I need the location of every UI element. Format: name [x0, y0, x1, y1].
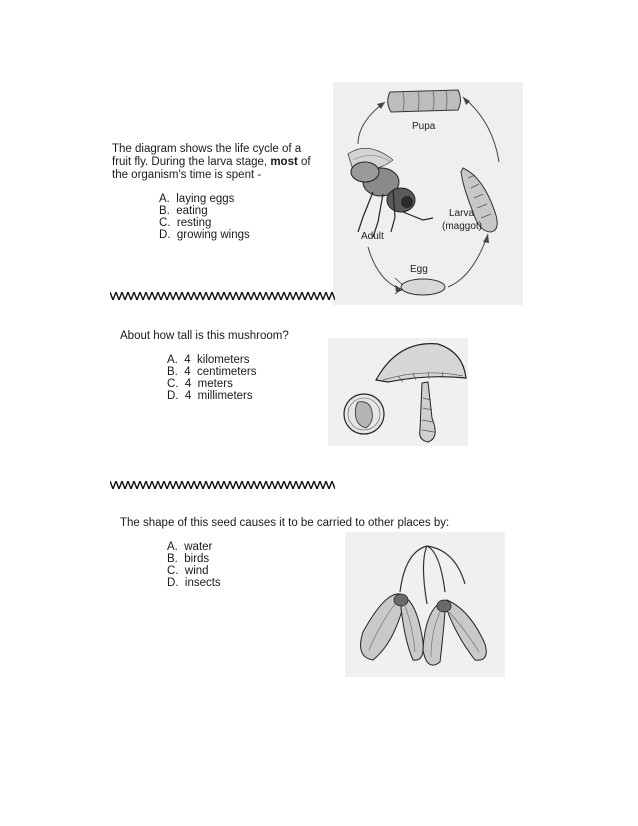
question-2-option-a[interactable]: A. 4 kilometers: [167, 354, 250, 366]
egg-label: Egg: [410, 264, 428, 275]
question-1-text-start: The diagram shows the life cycle of a fruit fly. During the larva stage,: [112, 143, 302, 168]
dime-coin-icon: [344, 394, 384, 434]
larva-label: Larva: [449, 208, 475, 219]
question-3-text: The shape of this seed causes it to be carried to other places by:: [120, 517, 450, 529]
question-2-option-d[interactable]: D. 4 millimeters: [167, 390, 253, 402]
question-1-text: [112, 143, 317, 182]
question-3-options: [167, 541, 221, 589]
question-2-text: About how tall is this mushroom?: [120, 330, 289, 342]
question-1-option-c[interactable]: C. resting: [159, 217, 212, 229]
question-1-option-a[interactable]: A. laying eggs: [159, 193, 235, 205]
question-1-text-end: of the organism's time is spent -: [112, 156, 311, 181]
question-1-emphasis: most: [270, 156, 298, 168]
question-3-option-b[interactable]: B. birds: [167, 553, 210, 565]
question-2-option-b[interactable]: B. 4 centimeters: [167, 366, 257, 378]
maple-seed-illustration: [345, 532, 505, 677]
pupa-illustration: [388, 90, 461, 112]
fruit-fly-life-cycle-diagram: [333, 82, 523, 305]
question-2-option-c[interactable]: C. 4 meters: [167, 378, 233, 390]
maggot-label: (maggot): [442, 221, 483, 232]
question-3-option-a[interactable]: A. water: [167, 541, 213, 553]
question-3-option-c[interactable]: C. wind: [167, 565, 209, 577]
question-1-options: [159, 193, 250, 241]
adult-label: Adult: [361, 231, 384, 242]
section-divider-1: [110, 292, 335, 300]
question-2-options: [167, 354, 256, 402]
section-divider-2: [110, 481, 335, 489]
mushroom-illustration: [328, 338, 468, 446]
question-1-option-b[interactable]: B. eating: [159, 205, 208, 217]
question-1-option-d[interactable]: D. growing wings: [159, 229, 250, 241]
question-3-option-d[interactable]: D. insects: [167, 577, 221, 589]
pupa-label: Pupa: [412, 121, 436, 132]
